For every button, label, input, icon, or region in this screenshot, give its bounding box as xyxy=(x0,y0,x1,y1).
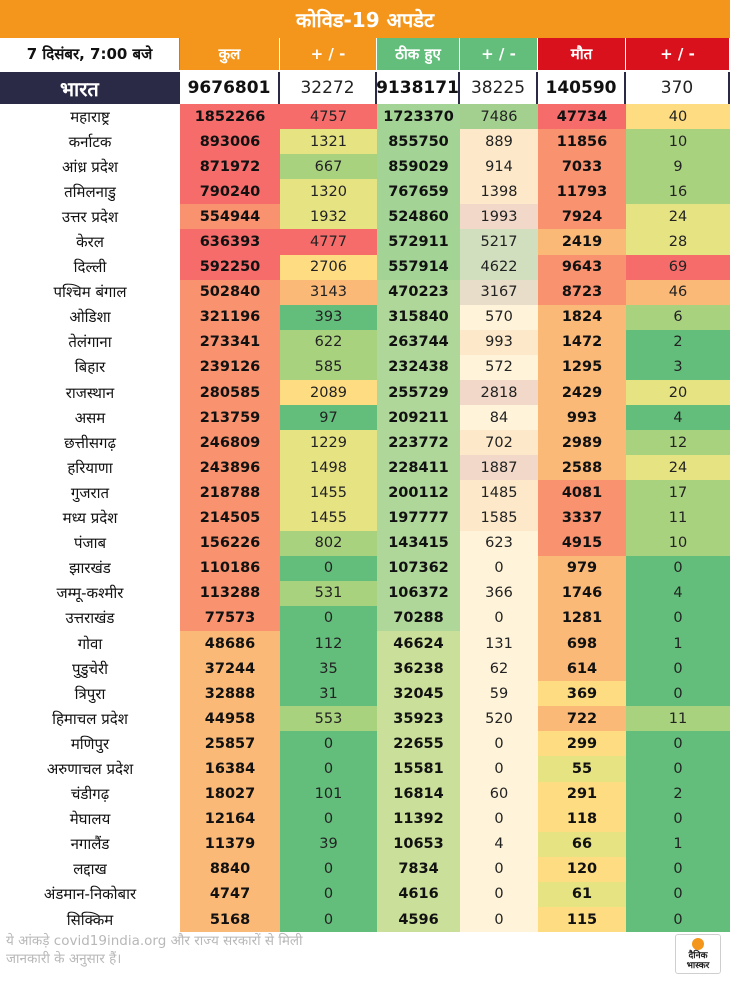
total-change: 31 xyxy=(280,681,377,706)
total-cases: 239126 xyxy=(180,355,280,380)
total-cases: 110186 xyxy=(180,556,280,581)
deaths-change: 3 xyxy=(626,355,730,380)
recovered-change: 0 xyxy=(460,731,538,756)
total-cases: 4747 xyxy=(180,882,280,907)
total-change: 97 xyxy=(280,405,377,430)
total-cases: 37244 xyxy=(180,656,280,681)
table-row xyxy=(0,756,730,781)
state-name: गुजरात xyxy=(0,480,180,505)
recovered: 46624 xyxy=(377,631,460,656)
deaths-change: 0 xyxy=(626,731,730,756)
deaths: 7033 xyxy=(538,154,626,179)
recovered-change: 0 xyxy=(460,556,538,581)
total-cases: 246809 xyxy=(180,430,280,455)
recovered-change: 4 xyxy=(460,832,538,857)
recovered-change: 520 xyxy=(460,706,538,731)
total-cases: 11379 xyxy=(180,832,280,857)
deaths-change: 4 xyxy=(626,581,730,606)
recovered: 855750 xyxy=(377,129,460,154)
deaths: 2429 xyxy=(538,380,626,405)
state-name: हिमाचल प्रदेश xyxy=(0,706,180,731)
table-row xyxy=(0,255,730,280)
table-row xyxy=(0,506,730,531)
recovered: 524860 xyxy=(377,204,460,229)
deaths: 291 xyxy=(538,782,626,807)
deaths-change: 17 xyxy=(626,480,730,505)
recovered: 470223 xyxy=(377,280,460,305)
total-cases: 214505 xyxy=(180,506,280,531)
table-row xyxy=(0,154,730,179)
deaths-change: 28 xyxy=(626,229,730,254)
deaths-change: 46 xyxy=(626,280,730,305)
table-row xyxy=(0,581,730,606)
table-row xyxy=(0,380,730,405)
deaths: 4081 xyxy=(538,480,626,505)
deaths-change: 0 xyxy=(626,807,730,832)
total-change: 1455 xyxy=(280,506,377,531)
recovered-change: 2818 xyxy=(460,380,538,405)
total-cases: 280585 xyxy=(180,380,280,405)
deaths-change: 24 xyxy=(626,455,730,480)
deaths: 722 xyxy=(538,706,626,731)
deaths: 993 xyxy=(538,405,626,430)
table-row xyxy=(0,832,730,857)
state-name: झारखंड xyxy=(0,556,180,581)
recovered-change: 623 xyxy=(460,531,538,556)
state-name: गोवा xyxy=(0,631,180,656)
total-change: 4777 xyxy=(280,229,377,254)
deaths-change: 0 xyxy=(626,556,730,581)
total-cases: 273341 xyxy=(180,330,280,355)
recovered: 22655 xyxy=(377,731,460,756)
state-name: पुडुचेरी xyxy=(0,656,180,681)
deaths-change: 2 xyxy=(626,782,730,807)
recovered: 557914 xyxy=(377,255,460,280)
recovered-change: 1887 xyxy=(460,455,538,480)
total-change: 101 xyxy=(280,782,377,807)
deaths-change: 16 xyxy=(626,179,730,204)
recovered-change: 1585 xyxy=(460,506,538,531)
recovered-change: 0 xyxy=(460,907,538,932)
recovered-change: 59 xyxy=(460,681,538,706)
total-change: 4757 xyxy=(280,104,377,129)
recovered: 228411 xyxy=(377,455,460,480)
state-name: उत्तर प्रदेश xyxy=(0,204,180,229)
deaths-change: 10 xyxy=(626,531,730,556)
table-row xyxy=(0,706,730,731)
deaths: 4915 xyxy=(538,531,626,556)
table-row xyxy=(0,782,730,807)
deaths: 2989 xyxy=(538,430,626,455)
state-name: दिल्ली xyxy=(0,255,180,280)
deaths-change: 11 xyxy=(626,706,730,731)
recovered-change: 993 xyxy=(460,330,538,355)
logo-line1: दैनिक xyxy=(688,950,708,961)
recovered-change: 84 xyxy=(460,405,538,430)
table-row xyxy=(0,129,730,154)
deaths-change: 12 xyxy=(626,430,730,455)
total-change: 0 xyxy=(280,756,377,781)
recovered-change: 0 xyxy=(460,606,538,631)
national-recovered: 9138171 xyxy=(377,72,460,104)
recovered-change: 0 xyxy=(460,882,538,907)
recovered: 4616 xyxy=(377,882,460,907)
total-cases: 113288 xyxy=(180,581,280,606)
recovered: 36238 xyxy=(377,656,460,681)
table-row xyxy=(0,606,730,631)
recovered-change: 0 xyxy=(460,857,538,882)
national-name: भारत xyxy=(0,72,180,104)
total-change: 0 xyxy=(280,606,377,631)
recovered-change: 914 xyxy=(460,154,538,179)
total-change: 1320 xyxy=(280,179,377,204)
table-row xyxy=(0,807,730,832)
recovered: 32045 xyxy=(377,681,460,706)
state-name: छत्तीसगढ़ xyxy=(0,430,180,455)
total-cases: 893006 xyxy=(180,129,280,154)
national-total: 9676801 xyxy=(180,72,280,104)
recovered: 15581 xyxy=(377,756,460,781)
recovered-change: 572 xyxy=(460,355,538,380)
state-table xyxy=(0,104,730,932)
recovered: 11392 xyxy=(377,807,460,832)
total-cases: 871972 xyxy=(180,154,280,179)
logo-line2: भास्कर xyxy=(686,960,710,971)
state-name: राजस्थान xyxy=(0,380,180,405)
national-deaths-change: 370 xyxy=(626,72,730,104)
table-row xyxy=(0,882,730,907)
state-name: सिक्किम xyxy=(0,907,180,932)
recovered: 209211 xyxy=(377,405,460,430)
state-name: मणिपुर xyxy=(0,731,180,756)
recovered-change: 62 xyxy=(460,656,538,681)
total-change: 0 xyxy=(280,731,377,756)
state-name: कर्नाटक xyxy=(0,129,180,154)
state-name: बिहार xyxy=(0,355,180,380)
total-change: 585 xyxy=(280,355,377,380)
deaths: 299 xyxy=(538,731,626,756)
recovered: 767659 xyxy=(377,179,460,204)
deaths-change: 0 xyxy=(626,606,730,631)
total-change: 35 xyxy=(280,656,377,681)
state-name: आंध्र प्रदेश xyxy=(0,154,180,179)
deaths: 1472 xyxy=(538,330,626,355)
recovered: 572911 xyxy=(377,229,460,254)
total-cases: 321196 xyxy=(180,305,280,330)
recovered: 7834 xyxy=(377,857,460,882)
state-name: हरियाणा xyxy=(0,455,180,480)
recovered-change: 889 xyxy=(460,129,538,154)
deaths-change: 0 xyxy=(626,681,730,706)
recovered-change: 0 xyxy=(460,756,538,781)
total-cases: 32888 xyxy=(180,681,280,706)
state-name: पश्चिम बंगाल xyxy=(0,280,180,305)
deaths-change: 24 xyxy=(626,204,730,229)
recovered-change: 702 xyxy=(460,430,538,455)
footnote: ये आंकड़े covid19india.org और राज्य सरकारों से मिली जानकारी के अनुसार हैं। xyxy=(6,933,303,967)
total-change: 39 xyxy=(280,832,377,857)
recovered: 106372 xyxy=(377,581,460,606)
deaths-change: 1 xyxy=(626,832,730,857)
recovered-change: 131 xyxy=(460,631,538,656)
table-row xyxy=(0,656,730,681)
total-change: 622 xyxy=(280,330,377,355)
deaths-change: 10 xyxy=(626,129,730,154)
deaths: 2588 xyxy=(538,455,626,480)
state-name: उत्तराखंड xyxy=(0,606,180,631)
state-name: तमिलनाडु xyxy=(0,179,180,204)
recovered: 143415 xyxy=(377,531,460,556)
table-row xyxy=(0,681,730,706)
state-name: त्रिपुरा xyxy=(0,681,180,706)
date-header: 7 दिसंबर, 7:00 बजे xyxy=(0,38,180,70)
deaths: 9643 xyxy=(538,255,626,280)
deaths-change: 2 xyxy=(626,330,730,355)
state-name: पंजाब xyxy=(0,531,180,556)
total-change: 2089 xyxy=(280,380,377,405)
deaths: 47734 xyxy=(538,104,626,129)
deaths-change: 69 xyxy=(626,255,730,280)
table-row xyxy=(0,280,730,305)
table-row xyxy=(0,330,730,355)
deaths-header: मौत xyxy=(538,38,626,70)
total-change: 3143 xyxy=(280,280,377,305)
deaths: 369 xyxy=(538,681,626,706)
deaths: 55 xyxy=(538,756,626,781)
recovered-change: 60 xyxy=(460,782,538,807)
table-row xyxy=(0,455,730,480)
total-change: 2706 xyxy=(280,255,377,280)
deaths: 1295 xyxy=(538,355,626,380)
recovered-change-header: + / - xyxy=(460,38,538,70)
total-change: 667 xyxy=(280,154,377,179)
deaths-change: 4 xyxy=(626,405,730,430)
table-row xyxy=(0,355,730,380)
deaths: 1281 xyxy=(538,606,626,631)
total-cases: 12164 xyxy=(180,807,280,832)
table-row xyxy=(0,405,730,430)
deaths: 11793 xyxy=(538,179,626,204)
recovered: 10653 xyxy=(377,832,460,857)
total-cases: 8840 xyxy=(180,857,280,882)
total-change: 112 xyxy=(280,631,377,656)
recovered: 4596 xyxy=(377,907,460,932)
total-change: 1321 xyxy=(280,129,377,154)
total-cases: 592250 xyxy=(180,255,280,280)
total-cases: 502840 xyxy=(180,280,280,305)
recovered-change: 7486 xyxy=(460,104,538,129)
table-row xyxy=(0,204,730,229)
page-title: कोविड-19 अपडेट xyxy=(0,0,730,38)
national-total-change: 32272 xyxy=(280,72,377,104)
deaths: 120 xyxy=(538,857,626,882)
table-header xyxy=(0,38,730,70)
total-cases: 213759 xyxy=(180,405,280,430)
total-change-header: + / - xyxy=(280,38,377,70)
recovered: 70288 xyxy=(377,606,460,631)
recovered: 232438 xyxy=(377,355,460,380)
recovered-change: 1993 xyxy=(460,204,538,229)
state-name: लद्दाख xyxy=(0,857,180,882)
state-name: महाराष्ट्र xyxy=(0,104,180,129)
total-cases: 25857 xyxy=(180,731,280,756)
state-name: अरुणाचल प्रदेश xyxy=(0,756,180,781)
deaths-change: 0 xyxy=(626,907,730,932)
deaths: 698 xyxy=(538,631,626,656)
total-cases: 218788 xyxy=(180,480,280,505)
total-cases: 44958 xyxy=(180,706,280,731)
recovered-change: 1485 xyxy=(460,480,538,505)
recovered: 200112 xyxy=(377,480,460,505)
total-change: 0 xyxy=(280,807,377,832)
recovered-change: 570 xyxy=(460,305,538,330)
table-row xyxy=(0,305,730,330)
state-name: नगालैंड xyxy=(0,832,180,857)
total-cases: 156226 xyxy=(180,531,280,556)
sun-icon xyxy=(692,938,704,950)
total-change: 1455 xyxy=(280,480,377,505)
deaths: 1746 xyxy=(538,581,626,606)
state-name: जम्मू-कश्मीर xyxy=(0,581,180,606)
state-name: केरल xyxy=(0,229,180,254)
total-cases: 77573 xyxy=(180,606,280,631)
total-cases: 18027 xyxy=(180,782,280,807)
total-change: 1229 xyxy=(280,430,377,455)
recovered-change: 1398 xyxy=(460,179,538,204)
total-cases: 790240 xyxy=(180,179,280,204)
total-change: 802 xyxy=(280,531,377,556)
deaths: 979 xyxy=(538,556,626,581)
table-row xyxy=(0,229,730,254)
total-change: 553 xyxy=(280,706,377,731)
total-change: 0 xyxy=(280,907,377,932)
table-row xyxy=(0,556,730,581)
deaths: 8723 xyxy=(538,280,626,305)
recovered: 255729 xyxy=(377,380,460,405)
national-deaths: 140590 xyxy=(538,72,626,104)
deaths: 66 xyxy=(538,832,626,857)
deaths: 3337 xyxy=(538,506,626,531)
national-row xyxy=(0,72,730,104)
table-row xyxy=(0,631,730,656)
recovered: 16814 xyxy=(377,782,460,807)
table-row xyxy=(0,857,730,882)
deaths: 118 xyxy=(538,807,626,832)
recovered: 859029 xyxy=(377,154,460,179)
total-change: 0 xyxy=(280,882,377,907)
state-name: असम xyxy=(0,405,180,430)
table-row xyxy=(0,179,730,204)
table-row xyxy=(0,907,730,932)
deaths: 1824 xyxy=(538,305,626,330)
recovered-change: 0 xyxy=(460,807,538,832)
state-name: ओडिशा xyxy=(0,305,180,330)
recovered-change: 366 xyxy=(460,581,538,606)
recovered-change: 4622 xyxy=(460,255,538,280)
deaths: 11856 xyxy=(538,129,626,154)
deaths-change-header: + / - xyxy=(626,38,730,70)
deaths-change: 0 xyxy=(626,756,730,781)
deaths: 115 xyxy=(538,907,626,932)
recovered-change: 5217 xyxy=(460,229,538,254)
total-header: कुल xyxy=(180,38,280,70)
total-change: 0 xyxy=(280,556,377,581)
table-row xyxy=(0,430,730,455)
recovered-header: ठीक हुए xyxy=(377,38,460,70)
deaths: 61 xyxy=(538,882,626,907)
table-row xyxy=(0,104,730,129)
total-change: 393 xyxy=(280,305,377,330)
deaths: 7924 xyxy=(538,204,626,229)
deaths-change: 0 xyxy=(626,656,730,681)
deaths-change: 6 xyxy=(626,305,730,330)
state-name: मेघालय xyxy=(0,807,180,832)
table-row xyxy=(0,531,730,556)
total-change: 1498 xyxy=(280,455,377,480)
total-cases: 48686 xyxy=(180,631,280,656)
deaths-change: 20 xyxy=(626,380,730,405)
state-name: चंडीगढ़ xyxy=(0,782,180,807)
total-change: 531 xyxy=(280,581,377,606)
state-name: मध्य प्रदेश xyxy=(0,506,180,531)
deaths: 2419 xyxy=(538,229,626,254)
total-cases: 636393 xyxy=(180,229,280,254)
recovered: 263744 xyxy=(377,330,460,355)
table-row xyxy=(0,480,730,505)
deaths-change: 11 xyxy=(626,506,730,531)
table-row xyxy=(0,731,730,756)
deaths-change: 9 xyxy=(626,154,730,179)
deaths-change: 40 xyxy=(626,104,730,129)
total-cases: 1852266 xyxy=(180,104,280,129)
total-change: 0 xyxy=(280,857,377,882)
total-cases: 5168 xyxy=(180,907,280,932)
recovered: 315840 xyxy=(377,305,460,330)
state-name: तेलंगाना xyxy=(0,330,180,355)
total-cases: 554944 xyxy=(180,204,280,229)
recovered: 1723370 xyxy=(377,104,460,129)
deaths-change: 0 xyxy=(626,882,730,907)
total-change: 1932 xyxy=(280,204,377,229)
deaths-change: 1 xyxy=(626,631,730,656)
recovered: 223772 xyxy=(377,430,460,455)
deaths-change: 0 xyxy=(626,857,730,882)
state-name: अंडमान-निकोबार xyxy=(0,882,180,907)
deaths: 614 xyxy=(538,656,626,681)
national-recovered-change: 38225 xyxy=(460,72,538,104)
recovered-change: 3167 xyxy=(460,280,538,305)
dainik-bhaskar-logo xyxy=(675,934,721,974)
recovered: 197777 xyxy=(377,506,460,531)
total-cases: 243896 xyxy=(180,455,280,480)
recovered: 35923 xyxy=(377,706,460,731)
recovered: 107362 xyxy=(377,556,460,581)
total-cases: 16384 xyxy=(180,756,280,781)
